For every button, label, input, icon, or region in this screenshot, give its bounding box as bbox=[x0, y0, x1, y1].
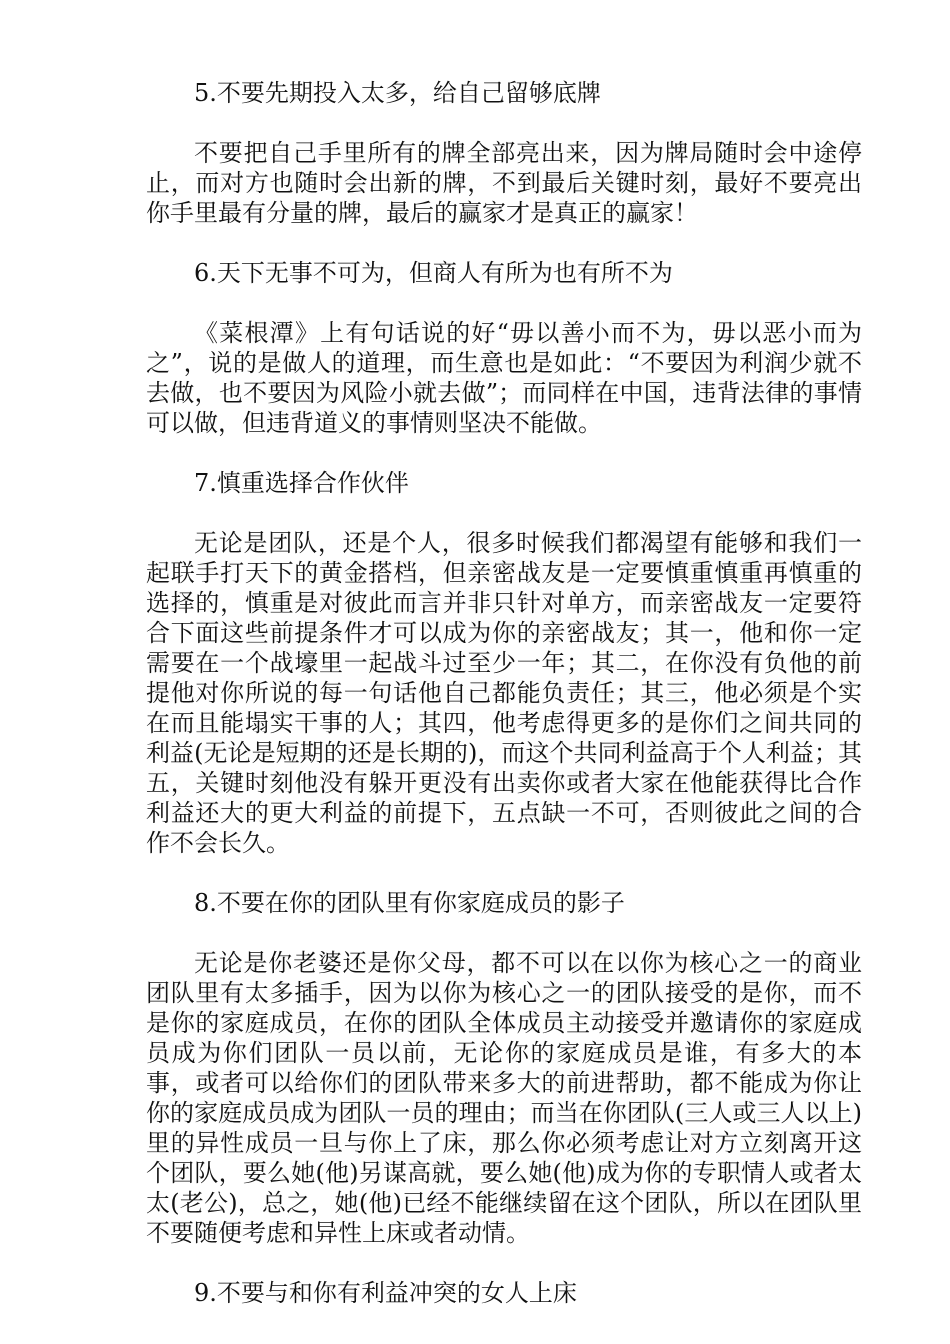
section-heading-9: 9.不要与和你有利益冲突的女人上床 bbox=[194, 1279, 577, 1307]
section-heading-8: 8.不要在你的团队里有你家庭成员的影子 bbox=[194, 889, 625, 917]
section-paragraph-6: 《菜根潭》上有句话说的好“毋以善小而不为，毋以恶小而为之”，说的是做人的道理，而生意也是如此：“不要因为利润少就不去做，也不要因为风险小就去做”；而同样在中国，违背法律的事情可以做，但违背道义的事情则坚决不能做。 bbox=[146, 319, 862, 437]
section-heading-5: 5.不要先期投入太多，给自己留够底牌 bbox=[194, 79, 601, 107]
section-paragraph-7: 无论是团队，还是个人，很多时候我们都渴望有能够和我们一起联手打天下的黄金搭档，但亲密战友是一定要慎重慎重再慎重的选择的，慎重是对彼此而言并非只针对单方，而亲密战友一定要符合下面这些前提条件才可以成为你的亲密战友；其一，他和你一定需要在一个战壕里一起战斗过至少一年；其二，在你没有负他的前提他对你所说的每一句话他自己都能负责任；其三，他必须是个实在而且能塌实干事的人；其四，他考虑得更多的是你们之间共同的利益(无论是短期的还是长期的)，而这个共同利益高于个人利益；其五，关键时刻他没有躲开更没有出卖你或者大家在他能获得比合作利益还大的更大利益的前提下，五点缺一不可，否则彼此之间的合作不会长久。 bbox=[146, 529, 862, 857]
section-heading-7: 7.慎重选择合作伙伴 bbox=[194, 469, 409, 497]
section-paragraph-8: 无论是你老婆还是你父母，都不可以在以你为核心之一的商业团队里有太多插手，因为以你为核心之一的团队接受的是你，而不是你的家庭成员，在你的团队全体成员主动接受并邀请你的家庭成员成为你们团队一员以前，无论你的家庭成员是谁，有多大的本事，或者可以给你们的团队带来多大的前进帮助，都不能成为你让你的家庭成员成为团队一员的理由；而当在你团队(三人或三人以上)里的异性成员一旦与你上了床，那么你必须考虑让对方立刻离开这个团队，要么她(他)另谋高就，要么她(他)成为你的专职情人或者太太(老公)，总之，她(他)已经不能继续留在这个团队，所以在团队里不要随便考虑和异性上床或者动情。 bbox=[146, 949, 862, 1247]
document-body bbox=[146, 78, 862, 1338]
section-heading-6: 6.天下无事不可为，但商人有所为也有所不为 bbox=[194, 259, 673, 287]
section-paragraph-5: 不要把自己手里所有的牌全部亮出来，因为牌局随时会中途停止，而对方也随时会出新的牌，不到最后关键时刻，最好不要亮出你手里最有分量的牌，最后的赢家才是真正的赢家！ bbox=[146, 139, 862, 227]
